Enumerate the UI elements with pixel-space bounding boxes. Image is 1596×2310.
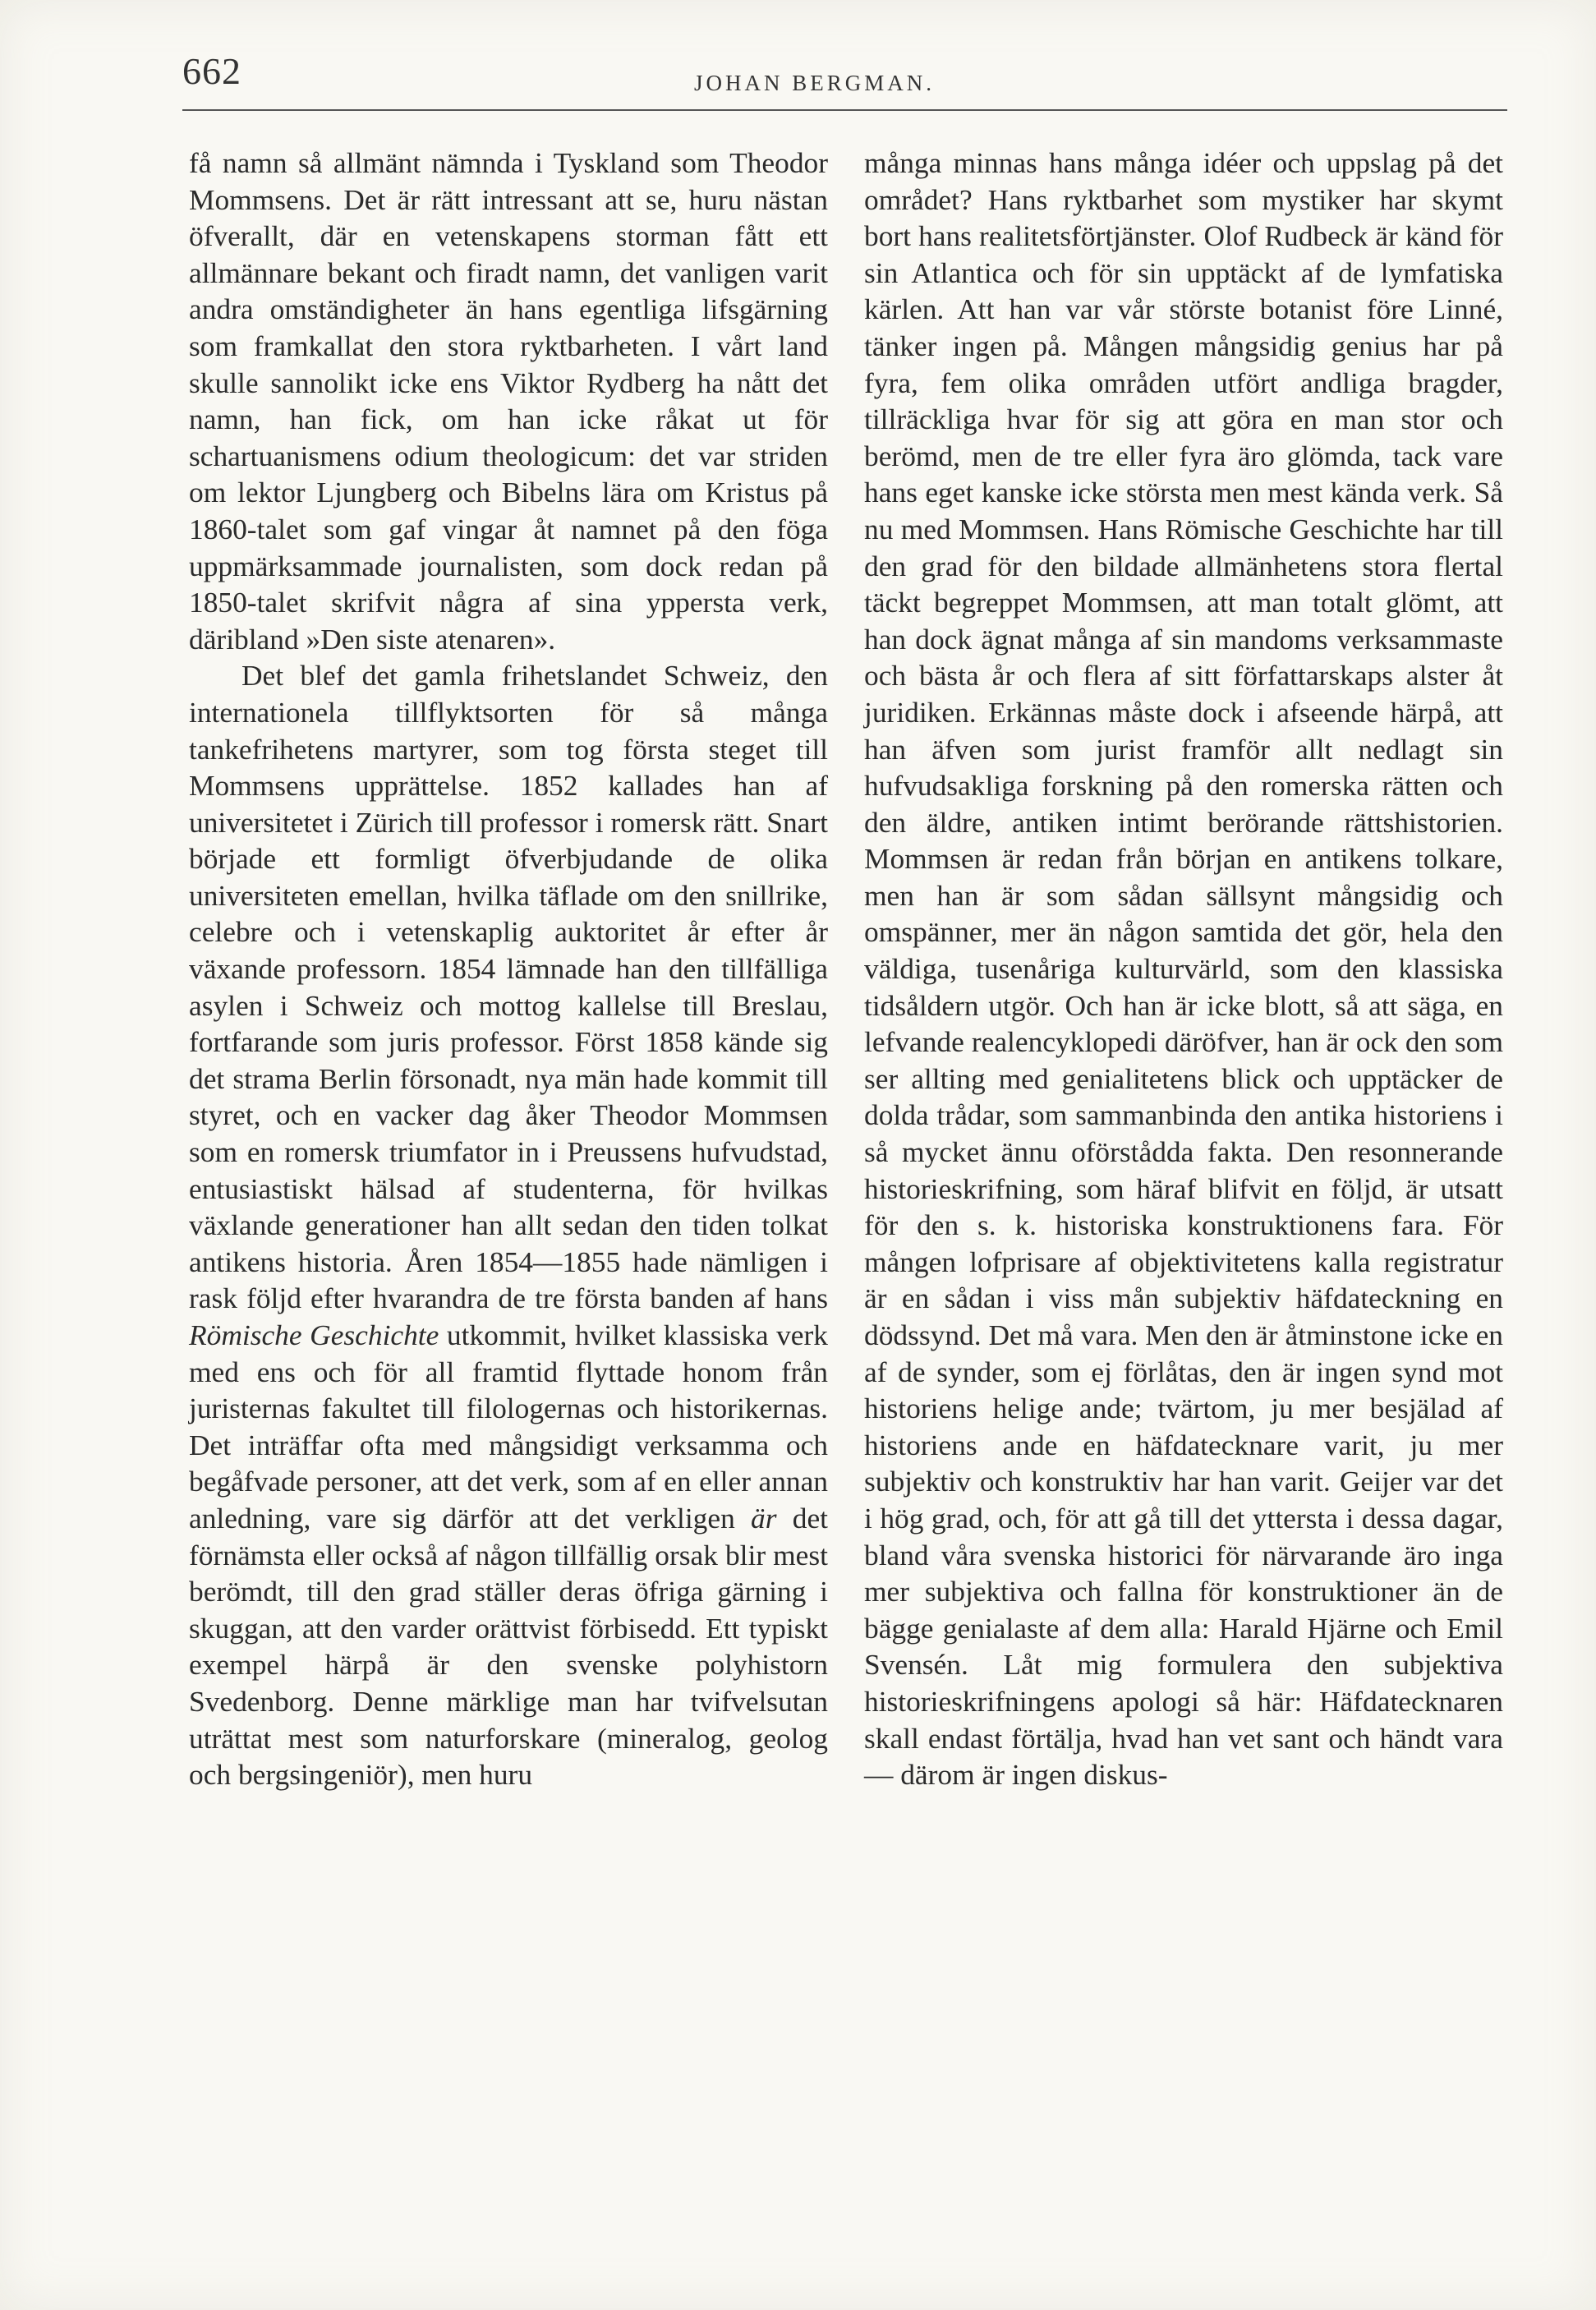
paragraph: många minnas hans många idéer och uppslag på det området? Hans ryktbarhet som mystiker har skymt bort hans realitetsförtjänster. Olof Rudbeck är känd för sin Atlantica och för sin upptäckt af de lymfatiska kärlen. Att han var vår störste botanist före Linné, tänker ingen på. Mången mångsidig genius har på fyra, fem olika områden utfört andliga bragder, tillräckliga hvar för sig att göra en man stor och berömd, men de tre eller fyra äro glömda, tack vare hans eget kanske icke största men mest kända verk. Så nu med Mommsen. Hans Römische Geschichte har till den grad för den bildade allmänhetens stora flertal täckt begreppet Mommsen, att man totalt glömt, att han dock ägnat många af sin mandoms verksammaste och bästa år och flera af sitt författarskaps alster åt juridiken. Erkännas måste dock i afseende härpå, att han äfven som jurist framför allt nedlagt sin hufvudsakliga forskning på den romerska rätten och den äldre, antiken intimt berörande rättshistorien. Mommsen är redan från början en antikens tolkare, men han är som sådan sällsynt mångsidig och omspänner, mer än någon samtida det gör, hela den väldiga, tusenåriga kulturvärld, som den klassiska tidsåldern utgör. Och han är icke blott, så att säga, en lefvande realencyklopedi däröfver, han är ock den som ser allting med genialitetens blick och upptäcker de dolda trådar, som sammanbinda den antika historiens i så mycket ännu oförstådda fakta. Den resonnerande historieskrifning, som häraf blifvit en följd, är utsatt för den s. k. historiska konstruktionens fara. För mången lofprisare af objektivitetens kalla registratur är en sådan i viss mån subjektiv häfdateckning en dödssynd. Det må vara. Men den är åtminstone icke en af de synder, som ej förlåtas, den är ingen synd mot historiens helige ande; tvärtom, ju mer besjälad af historiens ande en häfdatecknare varit, ju mer subjektiv och konstruktiv har han varit. Geijer var det i hög grad, och, för att gå till det yttersta i dessa dagar, bland våra svenska historici för närvarande äro inga mer subjektiva och fallna för konstruktioner än de bägge genialaste af dem alla: Harald Hjärne och Emil Svensén. Låt mig formulera den subjektiva historieskrifningens apologi så här: Häfdatecknaren skall endast förtälja, hvad han vet sant och händt vara — därom är ingen diskus- — [864, 146, 1503, 1792]
paragraph-text: Det blef det gamla frihetslandet Schweiz, den internationela tillflyktsorten för så många tankefrihetens martyrer, som tog första steget till Mommsens upprättelse. 1852 kallades han af universitetet i Zürich till professor i romersk rätt. Snart började ett formligt öfverbjudande de olika universiteten emellan, hvilka täflade om den snillrike, celebre och i vetenskaplig auktoritet år efter år växande professorn. 1854 lämnade han den tillfälliga asylen i Schweiz och mottog kallelse till Breslau, fortfarande som juris professor. Först 1858 kände sig det strama Berlin försonadt, nya män hade kommit till styret, och en vacker dag åker Theodor Mommsen som en romersk triumfator in i Preussens hufvudstad, entusiastiskt hälsad af studenterna, för hvilkas växlande generationer han allt sedan den tiden tolkat antikens historia. Åren 1854—1855 hade nämligen i rask följd efter hvarandra de tre första banden af hans — [189, 659, 828, 1315]
paragraph — [189, 657, 828, 1792]
paragraph-text: det förnämsta eller också af någon tillfällig orsak blir mest berömdt, till den grad ställer deras öfriga gärning i skuggan, att den varder orättvist förbisedd. Ett typiskt exempel härpå är den svenske polyhistorn Svedenborg. Denne märklige man har tvifvelsutan uträttat mest som naturforskare (mineralog, geolog och bergsingeniör), men huru — [189, 1501, 828, 1792]
page-number: 662 — [182, 50, 241, 92]
header-rule — [182, 109, 1507, 111]
paragraph-text: utkommit, hvilket klassiska verk med ens och för all framtid flyttade honom från juristernas fakultet till filologernas och historikernas. Det inträffar ofta med mångsidigt verksamma och begåfvade personer, att det verk, som af en eller annan anledning, vare sig därför att det verkligen — [189, 1318, 828, 1535]
emphasis: är — [751, 1501, 777, 1535]
running-title: JOHAN BERGMAN. — [693, 71, 935, 95]
right-column — [864, 145, 1503, 1793]
book-title: Römische Geschichte — [189, 1318, 439, 1351]
left-column — [189, 145, 828, 1793]
paragraph: få namn så allmänt nämnda i Tyskland som Theodor Mommsens. Det är rätt intressant att se, huru nästan öfverallt, där en vetenskapens storman fått ett allmännare bekant och firadt namn, det vanligen varit andra omständigheter än hans egentliga lifsgärning som framkallat den stora ryktbarheten. I vårt land skulle sannolikt icke ens Viktor Rydberg ha nått det namn, han fick, om han icke råkat ut för schartuanismens odium theologicum: det var striden om lektor Ljungberg och Bibelns lära om Kristus på 1860-talet som gaf vingar åt namnet på den föga uppmärksammade journalisten, som dock redan på 1850-talet skrifvit några af sina yppersta verk, däribland »Den siste atenaren». — [189, 146, 828, 656]
